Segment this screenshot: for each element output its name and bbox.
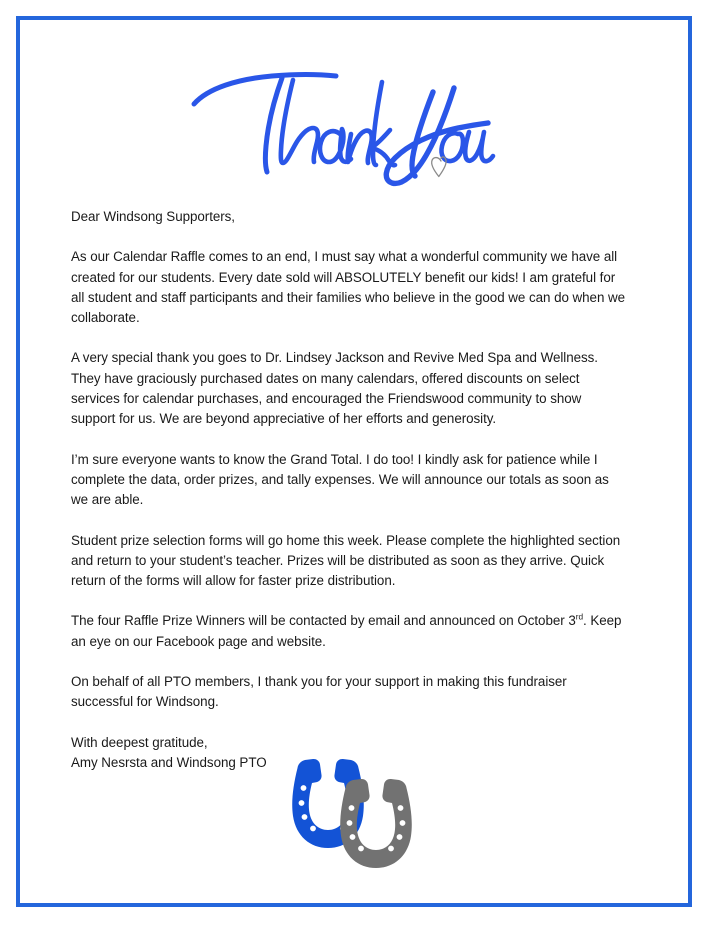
letter-paragraph-winners xyxy=(71,611,627,652)
horseshoes-icon xyxy=(281,748,431,868)
date-ordinal-suffix: rd xyxy=(575,611,584,622)
horseshoes-logo xyxy=(281,748,431,868)
thank-you-script-icon xyxy=(186,62,506,187)
letter-paragraph-4: Student prize selection forms will go home this week. Please complete the highlighted section and return to your student’s teacher. Prizes will be distributed as soon as they arrive. Quick return of the forms will allow for faster prize distribution. xyxy=(71,532,621,589)
horseshoe-gray-icon xyxy=(340,779,412,868)
letter-signoff-line-1: With deepest gratitude, xyxy=(71,734,208,750)
letter-signoff-line-2: Amy Nesrsta and Windsong PTO xyxy=(71,754,267,770)
winners-text-after-date: . Keep an eye on our Facebook page and website. xyxy=(71,613,622,649)
winners-text-before-date: The four Raffle Prize Winners will be contacted by email and announced on October 3 xyxy=(71,613,576,629)
letter-header xyxy=(0,62,708,187)
letter-paragraph-2: A very special thank you goes to Dr. Lindsey Jackson and Revive Med Spa and Wellness. They have graciously purchased dates on many calendars, offered discounts on select services for calendar purchases, and encouraged the Friendswood community to show support for us. We are beyond appreciative of her efforts and generosity. xyxy=(71,350,598,427)
letter-paragraph-closing: On behalf of all PTO members, I thank you for your support in making this fundraiser successful for Windsong. xyxy=(71,674,567,710)
letter-salutation: Dear Windsong Supporters, xyxy=(71,209,235,224)
letter-body xyxy=(71,207,627,773)
letter-paragraph-3: I’m sure everyone wants to know the Grand Total. I do too! I kindly ask for patience while I complete the data, order prizes, and tally expenses. We will announce our totals as soon as we are able. xyxy=(71,451,609,508)
letter-paragraph-1: As our Calendar Raffle comes to an end, I must say what a wonderful community we have all created for our students. Every date sold will ABSOLUTELY benefit our kids! I am grateful for all student and staff participants and their families who believe in the good we can do when we collaborate. xyxy=(71,249,626,326)
